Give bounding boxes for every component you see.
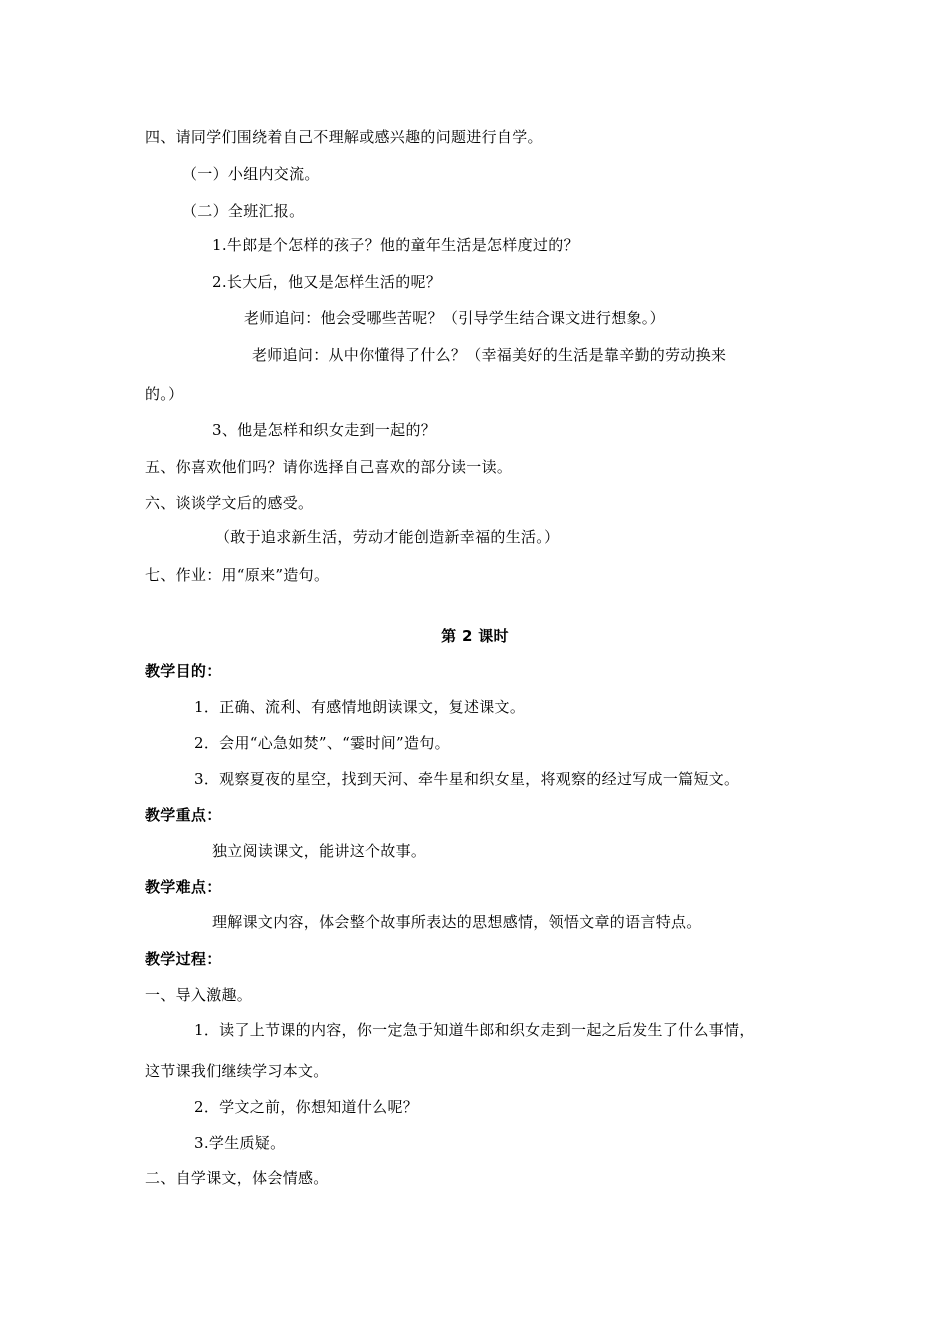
goal-3: 3．观察夏夜的星空，找到天河、牵牛星和织女星，将观察的经过写成一篇短文。 bbox=[194, 770, 740, 788]
key-points-text: 独立阅读课文，能讲这个故事。 bbox=[212, 842, 427, 860]
step-4-class-report: （二）全班汇报。 bbox=[182, 202, 305, 220]
goal-1: 1．正确、流利、有感情地朗读课文，复述课文。 bbox=[194, 698, 526, 716]
goal-2: 2．会用“心急如焚”、“霎时间”造句。 bbox=[194, 734, 450, 752]
key-points-heading: 教学重点： bbox=[145, 806, 222, 824]
process-step-1: 一、导入激趣。 bbox=[145, 986, 253, 1004]
step-6-note: （敢于追求新生活，劳动才能创造新幸福的生活。） bbox=[215, 528, 560, 546]
process-step-1-item-1: 1．读了上节课的内容，你一定急于知道牛郎和织女走到一起之后发生了什么事情， bbox=[194, 1021, 755, 1039]
step-5: 五、你喜欢他们吗？请你选择自己喜欢的部分读一读。 bbox=[145, 458, 513, 476]
process-step-1-item-2: 2．学文之前，你想知道什么呢？ bbox=[194, 1098, 419, 1116]
teacher-followup-2-cont: 的。） bbox=[145, 385, 184, 403]
lesson-2-title: 第 2 课时 bbox=[441, 627, 509, 645]
question-3: 3、他是怎样和织女走到一起的？ bbox=[212, 421, 437, 439]
step-6: 六、谈谈学文后的感受。 bbox=[145, 494, 314, 512]
process-step-1-item-3: 3.学生质疑。 bbox=[194, 1134, 286, 1152]
step-7: 七、作业：用“原来”造句。 bbox=[145, 566, 330, 584]
process-heading: 教学过程： bbox=[145, 950, 222, 968]
teacher-followup-1: 老师追问：他会受哪些苦呢？（引导学生结合课文进行想象。） bbox=[244, 309, 665, 327]
difficulty-heading: 教学难点： bbox=[145, 878, 222, 896]
step-4-group-exchange: （一）小组内交流。 bbox=[182, 165, 320, 183]
goals-heading: 教学目的： bbox=[145, 662, 222, 680]
difficulty-text: 理解课文内容，体会整个故事所表达的思想感情，领悟文章的语言特点。 bbox=[212, 913, 702, 931]
question-1: 1.牛郎是个怎样的孩子？他的童年生活是怎样度过的？ bbox=[212, 236, 579, 254]
process-step-2: 二、自学课文，体会情感。 bbox=[145, 1169, 329, 1187]
step-4: 四、请同学们围绕着自己不理解或感兴趣的问题进行自学。 bbox=[145, 128, 543, 146]
process-step-1-item-1-cont: 这节课我们继续学习本文。 bbox=[145, 1062, 329, 1080]
teacher-followup-2: 老师追问：从中你懂得了什么？（幸福美好的生活是靠辛勤的劳动换来 bbox=[252, 346, 727, 364]
question-2: 2.长大后，他又是怎样生活的呢？ bbox=[212, 273, 442, 291]
